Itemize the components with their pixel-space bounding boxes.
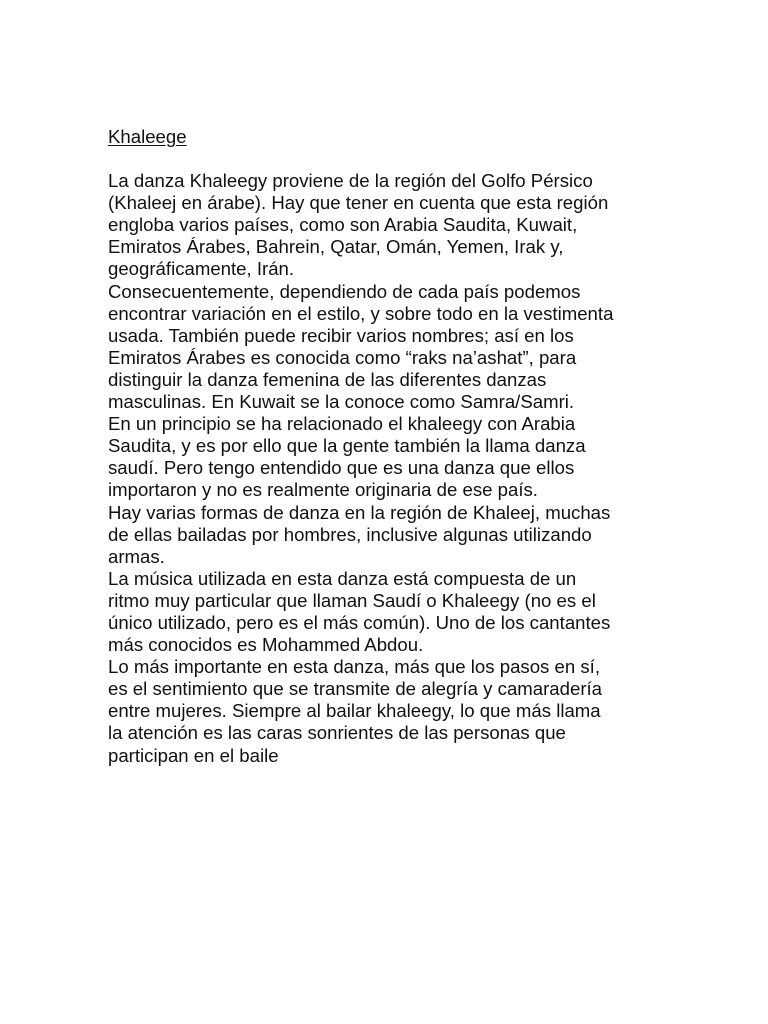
text-line: masculinas. En Kuwait se la conoce como Samra/Samri. xyxy=(108,391,575,413)
text-line: participan en el baile xyxy=(108,744,279,766)
text-line: armas. xyxy=(108,545,165,567)
text-line: La danza Khaleegy proviene de la región del Golfo Pérsico xyxy=(108,170,593,192)
title-spacer xyxy=(108,148,668,170)
text-line: distinguir la danza femenina de las diferentes danzas xyxy=(108,368,547,390)
text-line: usada. También puede recibir varios nombres; así en los xyxy=(108,324,574,346)
text-line: ritmo muy particular que llaman Saudí o Khaleegy (no es el xyxy=(108,589,596,611)
text-line: Hay varias formas de danza en la región de Khaleej, muchas xyxy=(108,501,611,523)
document-title: Khaleege xyxy=(108,126,187,147)
text-line: (Khaleej en árabe). Hay que tener en cuenta que esta región xyxy=(108,192,609,214)
text-line: único utilizado, pero es el más común). Uno de los cantantes xyxy=(108,611,611,633)
text-line: de ellas bailadas por hombres, inclusive algunas utilizando xyxy=(108,523,592,545)
text-line: más conocidos es Mohammed Abdou. xyxy=(108,634,424,656)
text-line: entre mujeres. Siempre al bailar khaleegy, lo que más llama xyxy=(108,700,601,722)
text-line: es el sentimiento que se transmite de alegría y camaradería xyxy=(108,678,603,700)
text-line: En un principio se ha relacionado el khaleegy con Arabia xyxy=(108,413,576,435)
text-line: Consecuentemente, dependiendo de cada país podemos xyxy=(108,280,581,302)
text-line: Lo más importante en esta danza, más que los pasos en sí, xyxy=(108,656,600,678)
text-line: la atención es las caras sonrientes de las personas que xyxy=(108,722,566,744)
text-line: Emiratos Árabes es conocida como “raks na’ashat”, para xyxy=(108,346,577,368)
text-line: saudí. Pero tengo entendido que es una danza que ellos xyxy=(108,457,575,479)
text-line: engloba varios países, como son Arabia Saudita, Kuwait, xyxy=(108,214,578,236)
text-line: importaron y no es realmente originaria de ese país. xyxy=(108,479,538,501)
text-line: Saudita, y es por ello que la gente también la llama danza xyxy=(108,435,586,457)
text-line: geográficamente, Irán. xyxy=(108,258,295,280)
document-content xyxy=(108,126,668,767)
text-line: encontrar variación en el estilo, y sobre todo en la vestimenta xyxy=(108,302,614,324)
text-line: La música utilizada en esta danza está compuesta de un xyxy=(108,567,577,589)
text-line: Emiratos Árabes, Bahrein, Qatar, Omán, Yemen, Irak y, xyxy=(108,236,564,258)
document-body xyxy=(108,170,668,767)
